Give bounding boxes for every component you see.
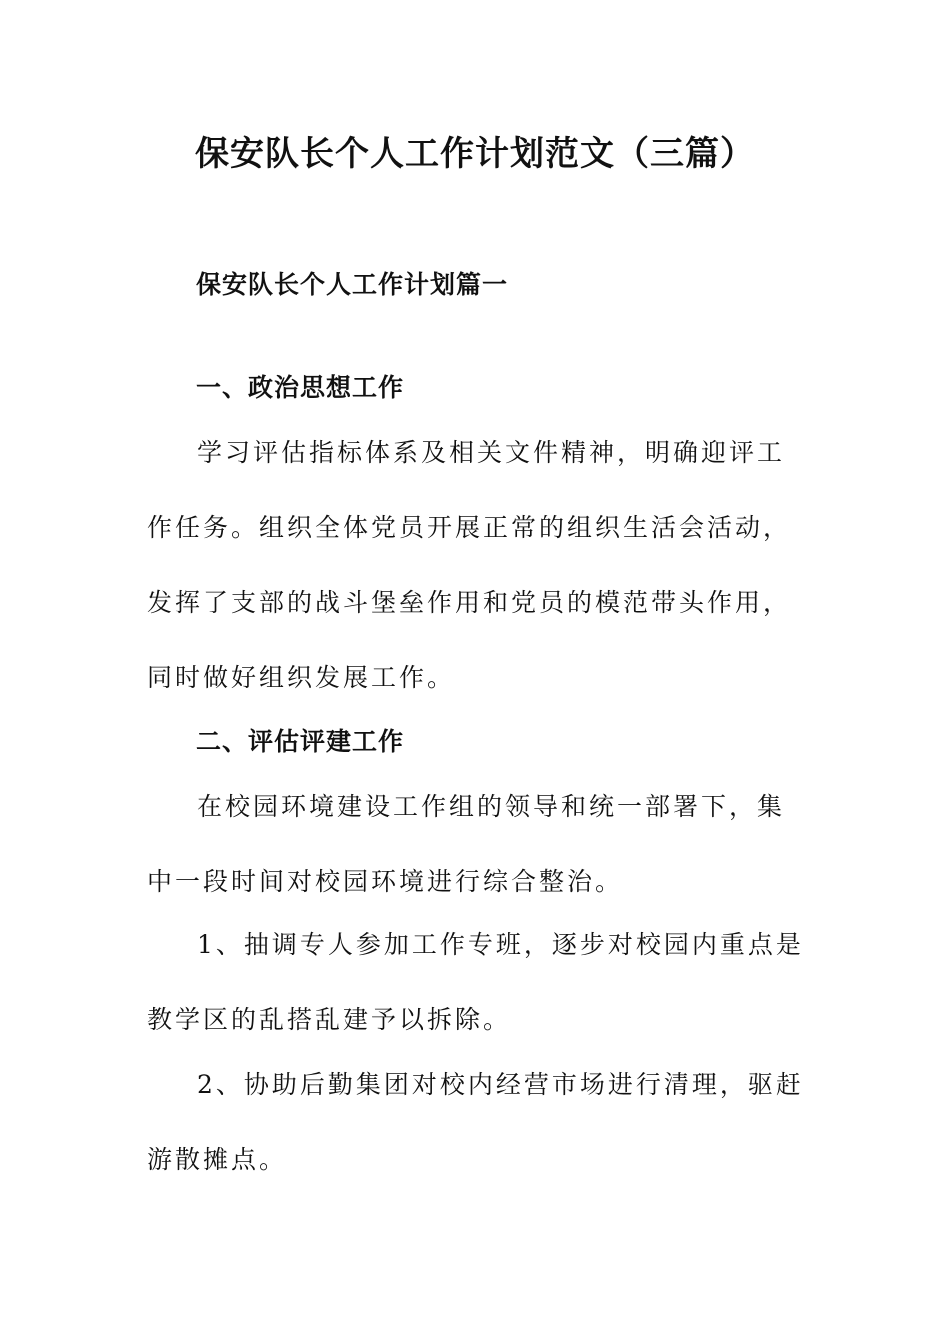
list-item-2: 2、协助后勤集团对校内经营市场进行清理，驱赶游散摊点。 bbox=[147, 1070, 804, 1174]
document-title: 保安队长个人工作计划范文（三篇） bbox=[195, 134, 755, 174]
paragraph-evaluation-work: 在校园环境建设工作组的领导和统一部署下，集中一段时间对校园环境进行综合整治。 bbox=[147, 792, 786, 896]
section-title: 保安队长个人工作计划篇一 bbox=[196, 270, 509, 299]
list-item-1: 1、抽调专人参加工作专班，逐步对校园内重点是教学区的乱搭乱建予以拆除。 bbox=[147, 930, 804, 1034]
paragraph-political-work: 学习评估指标体系及相关文件精神，明确迎评工作任务。组织全体党员开展正常的组织生活会活动，发挥了支部的战斗堡垒作用和党员的模范带头作用，同时做好组织发展工作。 bbox=[147, 438, 792, 692]
heading-evaluation-work: 二、评估评建工作 bbox=[196, 727, 405, 756]
heading-political-work: 一、政治思想工作 bbox=[196, 373, 405, 402]
